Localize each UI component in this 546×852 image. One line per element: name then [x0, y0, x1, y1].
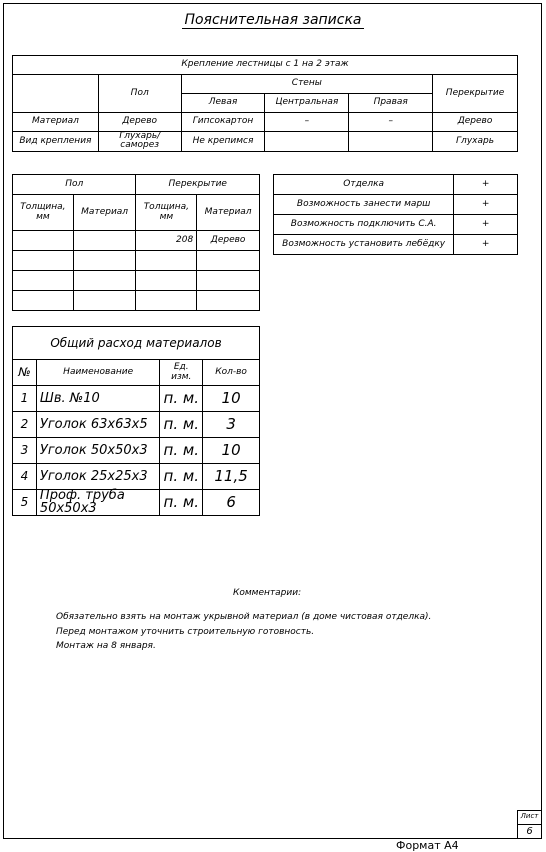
cell: 6 [203, 490, 260, 516]
cell: 10 [203, 386, 260, 412]
left-wall-header: Левая [181, 94, 265, 113]
cell: Глухарь/саморез [98, 132, 181, 152]
table-row [13, 412, 260, 438]
comment-line: Монтаж на 8 января. [56, 641, 156, 651]
cell: Уголок 25х25х3 [36, 464, 159, 490]
cell: п. м. [160, 386, 203, 412]
cell: 3 [203, 412, 260, 438]
cell: Уголок 63х63х5 [36, 412, 159, 438]
table-row [13, 132, 518, 152]
cell: Гипсокартон [181, 113, 265, 132]
table-row [13, 271, 260, 291]
cell: 4 [13, 464, 37, 490]
comments-heading: Комментарии: [233, 588, 302, 598]
right-wall-header: Правая [349, 94, 433, 113]
table-row [13, 113, 518, 132]
table-row [13, 291, 260, 311]
cell: + [454, 175, 518, 195]
cell: 3 [13, 438, 37, 464]
cell [73, 251, 136, 271]
cell: + [454, 235, 518, 255]
material-header: Материал [73, 195, 136, 231]
table-row [274, 175, 518, 195]
cell: – [265, 113, 349, 132]
table-row [13, 231, 260, 251]
page-title: Пояснительная записка [184, 12, 362, 28]
row-label: Отделка [274, 175, 454, 195]
ceiling-header: Перекрытие [136, 175, 260, 195]
cell: 11,5 [203, 464, 260, 490]
cell: 10 [203, 438, 260, 464]
cell [349, 132, 433, 152]
cell [136, 251, 197, 271]
sheet-box [517, 810, 542, 839]
qty-header: Кол-во [203, 360, 260, 386]
corner-cell [13, 75, 99, 113]
thickness-table [12, 174, 260, 311]
cell: п. м. [160, 490, 203, 516]
materials-table [12, 326, 260, 516]
cell [13, 291, 74, 311]
fastening-caption: Крепление лестницы с 1 на 2 этаж [13, 56, 518, 75]
cell [136, 271, 197, 291]
cell [13, 231, 74, 251]
table-row [13, 438, 260, 464]
cell: п. м. [160, 464, 203, 490]
cell [73, 231, 136, 251]
cell [136, 291, 197, 311]
name-header: Наименование [36, 360, 159, 386]
walls-header: Стены [181, 75, 432, 94]
thickness-header: Толщина, мм [13, 195, 74, 231]
sheet-number: 6 [526, 826, 533, 837]
cell: Уголок 50х50х3 [36, 438, 159, 464]
cell: Дерево [197, 231, 260, 251]
cell: – [349, 113, 433, 132]
row-label: Возможность занести марш [274, 195, 454, 215]
number-header: № [13, 360, 37, 386]
thickness-header: Толщина, мм [136, 195, 197, 231]
row-label: Вид крепления [13, 132, 99, 152]
table-row [274, 195, 518, 215]
cell: 5 [13, 490, 37, 516]
row-label: Возможность подключить С.А. [274, 215, 454, 235]
floor-header: Пол [13, 175, 136, 195]
cell: Не крепимся [181, 132, 265, 152]
table-row [13, 490, 260, 516]
cell: Шв. №10 [36, 386, 159, 412]
table-row [274, 215, 518, 235]
cell: п. м. [160, 412, 203, 438]
cell: Дерево [98, 113, 181, 132]
materials-caption: Общий расход материалов [13, 327, 260, 360]
row-label: Материал [13, 113, 99, 132]
cell: 1 [13, 386, 37, 412]
comment-line: Обязательно взять на монтаж укрывной материал (в доме чистовая отделка). [56, 612, 432, 622]
cell [265, 132, 349, 152]
cell: 2 [13, 412, 37, 438]
cell [197, 251, 260, 271]
floor-header: Пол [98, 75, 181, 113]
cell [73, 291, 136, 311]
cell [197, 291, 260, 311]
cell: + [454, 215, 518, 235]
cell: Глухарь [433, 132, 518, 152]
cell: 208 [136, 231, 197, 251]
cell [13, 251, 74, 271]
row-label: Возможность установить лебёдку [274, 235, 454, 255]
cell: + [454, 195, 518, 215]
cell [73, 271, 136, 291]
center-wall-header: Центральная [265, 94, 349, 113]
comment-line: Перед монтажом уточнить строительную готовность. [56, 627, 315, 637]
finish-table [273, 174, 518, 255]
fastening-table [12, 55, 518, 152]
sheet-label: Лист [518, 812, 541, 825]
table-row [13, 386, 260, 412]
table-row [274, 235, 518, 255]
cell: Дерево [433, 113, 518, 132]
ceiling-header: Перекрытие [433, 75, 518, 113]
cell: Проф. труба 50х50х3 [36, 490, 159, 516]
table-row [13, 251, 260, 271]
cell [197, 271, 260, 291]
material-header: Материал [197, 195, 260, 231]
table-row [13, 464, 260, 490]
format-label: Формат А4 [396, 839, 459, 852]
unit-header: Ед. изм. [160, 360, 203, 386]
cell: п. м. [160, 438, 203, 464]
cell [13, 271, 74, 291]
